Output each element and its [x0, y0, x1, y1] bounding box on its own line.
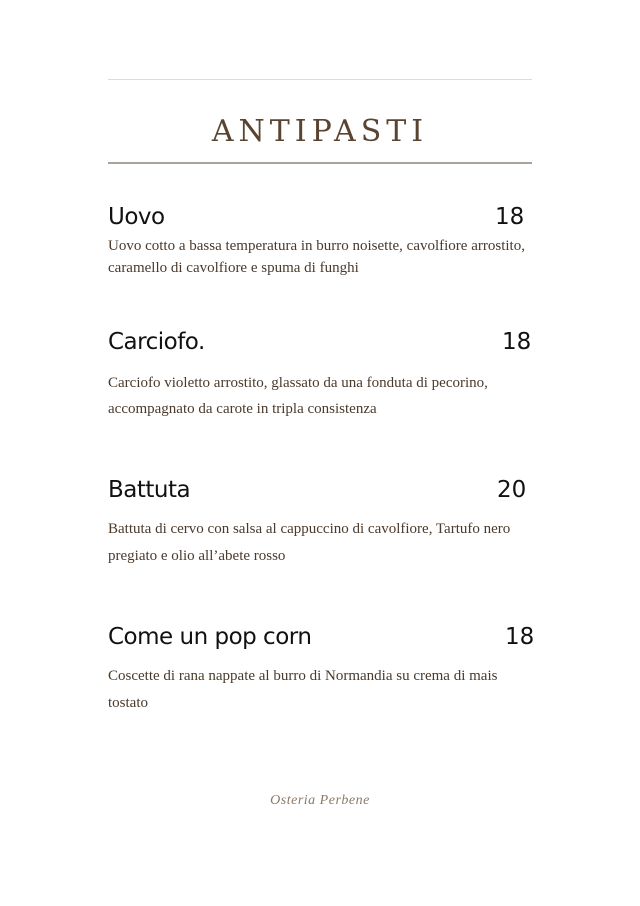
menu-item-description: Coscette di rana nappate al burro di Normandia su crema di mais tostato [108, 668, 498, 711]
menu-item-name: Battuta [108, 477, 191, 503]
menu-item-price: 18 [495, 204, 525, 230]
menu-item-name: Uovo [108, 204, 165, 230]
menu-item-price: 18 [505, 624, 535, 650]
title-divider [108, 162, 532, 164]
restaurant-signature: Osteria Perbene [270, 793, 370, 808]
menu-item-price: 20 [497, 477, 527, 503]
menu-item-name: Carciofo. [108, 329, 205, 355]
section-title: ANTIPASTI [211, 114, 429, 149]
menu-item-name: Come un pop corn [108, 624, 312, 650]
menu-item-description: Battuta di cervo con salsa al cappuccino di cavolfiore, Tartufo nero pregiato e olio all’abete rosso [108, 521, 511, 564]
menu-item-description: Carciofo violetto arrostito, glassato da una fonduta di pecorino, accompagnato da carote in tripla consistenza [108, 375, 488, 417]
top-divider [108, 79, 532, 80]
menu-item-description: Uovo cotto a bassa temperatura in burro noisette, cavolfiore arrostito, caramello di cavolfiore e spuma di funghi [108, 238, 525, 276]
menu-item-price: 18 [502, 329, 532, 355]
